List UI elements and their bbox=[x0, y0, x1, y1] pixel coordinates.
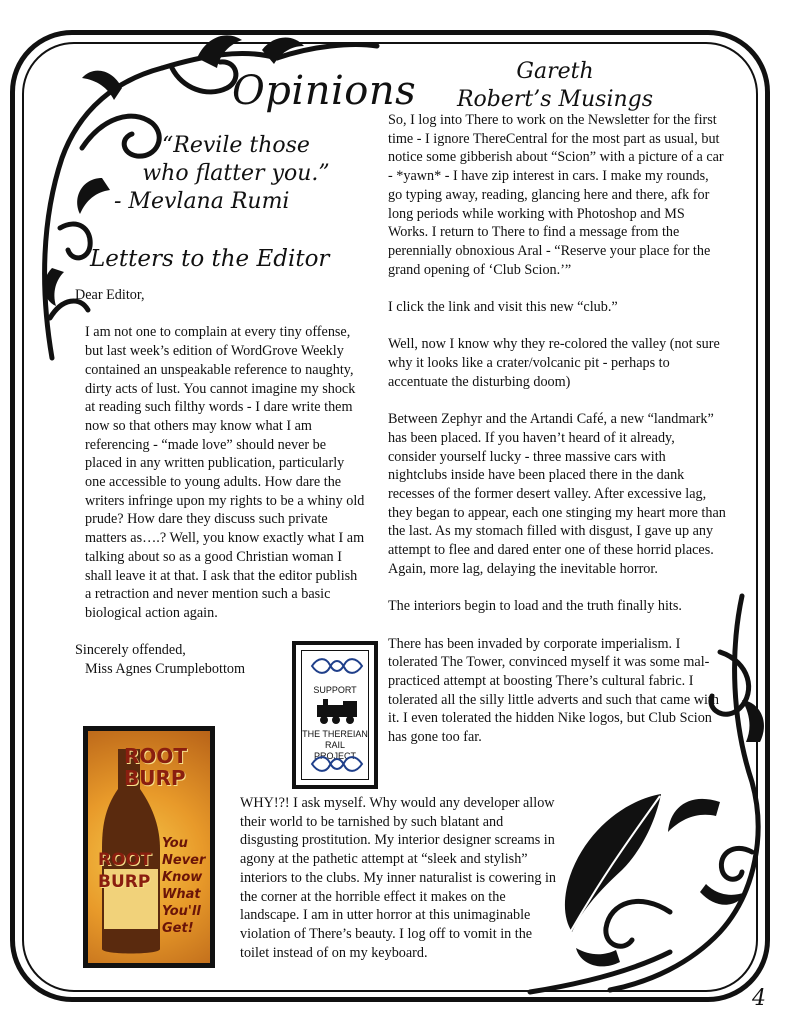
poster-brand-bottle: ROOT BURP bbox=[98, 850, 152, 892]
root-burp-poster bbox=[83, 726, 215, 968]
musings-paragraph: I click the link and visit this new “club.” bbox=[388, 299, 618, 316]
rail-project-badge bbox=[292, 641, 378, 789]
musings-paragraph: WHY!?! I ask myself. Why would any developer allow their world to be tarnished by such blatant and disgusting prostitution. My interior designer screams in agony at the pathetic attempt at “sleek and stylish” interiors to the clubs. My inner naturalist is cowering in the corner at the horrible effect it makes on the landscape. I am in utter horror at this unimaginable violation of There’s beauty. I log off to vomit in the toilet instead of on my keyboard. bbox=[240, 795, 557, 961]
letter-signature: Miss Agnes Crumplebottom bbox=[85, 661, 246, 678]
badge-line1: THE THEREIAN bbox=[302, 729, 368, 739]
train-icon bbox=[315, 699, 361, 725]
letters-heading: Letters to the Editor bbox=[90, 246, 330, 272]
scroll-ornament-icon bbox=[310, 655, 364, 677]
musings-paragraph: So, I log into There to work on the Newsletter for the first time - I ignore ThereCentral for the most part as usual, but notice some gibberish about “Scion” with a picture of a car - *yawn* - I have zip interest in cars. I make my rounds, go typing away, reading, glancing here and there, afk for long periods while working with Photoshop and MS Works. I return to There to find a message from the perennially obnoxious Aral - “Reserve your place for the grand opening of ‘Club Scion.’” bbox=[388, 112, 724, 278]
quote-line1: “Revile those bbox=[162, 133, 310, 158]
letter-body: I am not one to complain at every tiny offense, but last week’s edition of WordGrove Weekly contained an unspeakable reference to naughty, dirty acts of lust. You cannot imagine my shock at reading such filthy words - I dare write them now so that others may know what I am referencing - “made love” should never be placed in any written publication, particularly one accessible to young adults. How dare the writers infringe upon my rights to be a whiny old prude? How dare they discuss such private matters as….? Well, you know exactly what I am talking about so as a good Christian woman I shall leave it at that. I ask that the editor publish a retraction and never mention such a basic biological action again. bbox=[85, 324, 365, 621]
musings-title-line1: Gareth bbox=[516, 59, 594, 84]
musings-title-line2: Robert’s Musings bbox=[456, 87, 654, 112]
scroll-ornament-icon bbox=[310, 753, 364, 775]
page-number: 4 bbox=[752, 986, 766, 1011]
letter-column bbox=[75, 286, 365, 679]
badge-support-label: SUPPORT bbox=[313, 685, 357, 695]
quote-line2: who flatter you.” bbox=[142, 161, 330, 186]
quote-author: - Mevlana Rumi bbox=[114, 189, 290, 214]
letter-salutation: Dear Editor, bbox=[75, 287, 145, 303]
musings-paragraph: Well, now I know why they re-colored the valley (not sure why it looks like a crater/volcanic pit - perhaps to accentuate the disturbing doom) bbox=[388, 336, 720, 390]
poster-tagline: You Never Know What You'll Get! bbox=[162, 836, 206, 936]
poster-brand-top: ROOT BURP bbox=[124, 744, 188, 790]
badge-line3: PROJECT bbox=[313, 751, 356, 761]
rumi-quote bbox=[96, 132, 376, 216]
musings-paragraph: There has been invaded by corporate imperialism. I tolerated The Tower, convinced myself it was some mal-practiced attempt at boosting There’s cultural fabric. I tolerated all the silly little adverts and such that came with it. I even tolerated the hidden Nike logos, but Club Scion has gone too far. bbox=[388, 635, 719, 746]
musings-column bbox=[388, 111, 726, 747]
musings-paragraph: The interiors begin to load and the truth finally hits. bbox=[388, 598, 682, 615]
badge-line2: RAIL bbox=[324, 740, 345, 750]
musings-title bbox=[430, 58, 680, 114]
musings-column-continued bbox=[240, 794, 558, 962]
musings-paragraph: Between Zephyr and the Artandi Café, a new “landmark” has been placed. If you haven’t heard of it already, consider yourself lucky - three massive cars with nightclubs inside have been placed there in the dank recesses of the former desert valley. After excessive lag, they began to appear, each one stinging my heart more than the last. As my stomach filled with disgust, I gave up any attempt to flee and dared enter one of these horrid places. Again, more lag, delaying the inevitable horror. bbox=[388, 411, 726, 577]
letter-closing: Sincerely offended, bbox=[75, 642, 186, 659]
opinions-title: Opinions bbox=[232, 68, 417, 114]
feather-quill-icon bbox=[556, 790, 666, 940]
